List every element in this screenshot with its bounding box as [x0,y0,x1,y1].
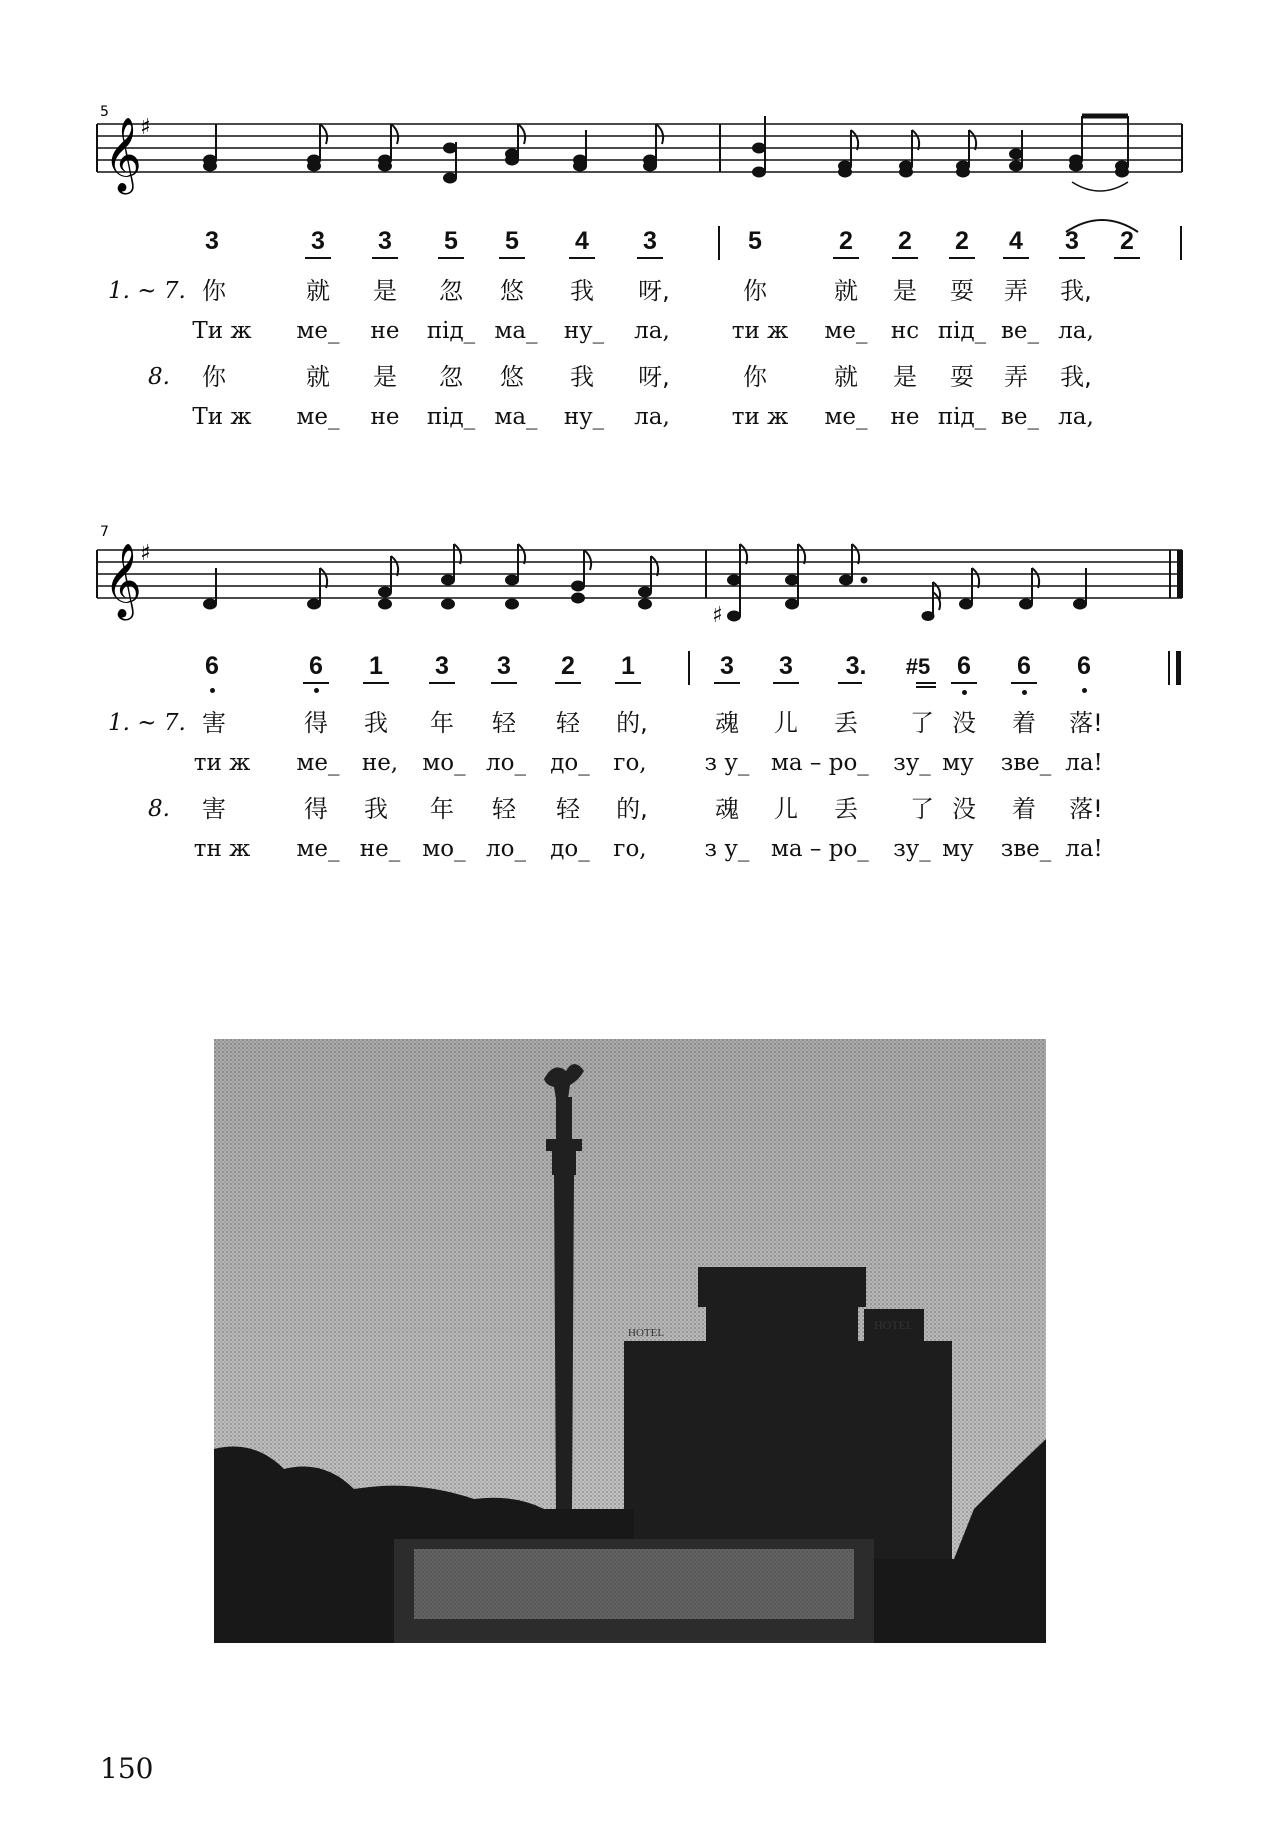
measure-number: 7 [100,524,109,540]
lyric-syllable: 轻 [556,709,580,737]
lyric-syllable: ла, [634,404,670,430]
lyric-syllable: ма – ро_ [771,836,869,862]
page-number: 150 [100,1752,154,1785]
treble-clef-icon: 𝄞 [104,544,142,618]
note [572,593,585,603]
note [639,587,652,597]
lyric-syllable: 耍 [950,277,974,305]
hotel-sign-right: HOTEL [874,1318,914,1332]
lyric-syllable: з у_ [704,750,750,776]
jianpu-note: 3 [771,651,801,681]
lyric-syllable: ма_ [494,404,538,430]
lyric-syllable: нс [890,318,920,344]
jianpu-note: 3 [489,651,519,681]
jianpu-note: 3 [635,226,665,256]
lyric-syllable: 弄 [1004,363,1028,391]
note [786,575,799,585]
lyric-syllable: 我 [364,709,388,737]
hotel-sign-left: HOTEL [628,1327,665,1339]
lyric-syllable: 我, [1060,277,1092,305]
lyric-syllable: 落! [1069,709,1103,737]
note [728,611,741,621]
lyric-syllable: 儿 [774,795,798,823]
lyric-syllable: 呀, [638,277,670,305]
lyric-syllable: ла! [1065,750,1103,776]
lyric-syllable: 着 [1012,709,1036,737]
lyric-syllable: зу_ [893,836,931,862]
verse-label: 1. ~ 7. [108,710,186,736]
lyric-syllable: під_ [426,318,476,344]
lyric-syllable: му [942,836,974,862]
lyric-syllable: 悠 [500,277,524,305]
note [204,599,217,609]
lyric-syllable: 我 [364,795,388,823]
lyric-syllable: 轻 [492,709,516,737]
note [379,587,392,597]
jianpu-note: 3 [303,226,333,256]
note [506,575,519,585]
note [639,599,652,609]
lyric-syllable: 没 [952,709,976,737]
key-signature-sharp-icon: ♯ [140,541,151,566]
lyric-syllable: 是 [893,363,917,391]
verse-label: 1. ~ 7. [108,278,186,304]
lyric-syllable: ло_ [486,750,526,776]
jianpu-note: 3 [712,651,742,681]
lyric-syllable: 丢 [834,795,858,823]
note [1020,599,1033,609]
lyric-syllable: під_ [937,404,987,430]
lyric-syllable: 害 [202,795,226,823]
lyric-syllable: 我 [570,363,594,391]
lyric-syllable: 着 [1012,795,1036,823]
jianpu-note: 5 [436,226,466,256]
lyric-syllable: ти ж [193,750,251,776]
note [506,599,519,609]
jianpu-note: 1 [361,651,391,681]
lyric-syllable: ме_ [824,404,868,430]
lyric-syllable: 耍 [950,363,974,391]
jianpu-note: 2 [553,651,583,681]
lyric-syllable: ти ж [731,404,789,430]
lyric-syllable: не [890,404,920,430]
lyric-syllable: 轻 [492,795,516,823]
lyric-syllable: 没 [952,795,976,823]
jianpu-note: 3 [427,651,457,681]
lyric-syllable: ла, [1058,404,1094,430]
jianpu-row-2 [0,651,1272,691]
lyric-syllable: тн ж [193,836,251,862]
lyric-syllable: го, [613,836,647,862]
lyric-syllable: 年 [430,709,454,737]
lyric-syllable: го, [613,750,647,776]
treble-clef-icon: 𝄞 [104,118,142,192]
lyric-syllable: мо_ [422,836,466,862]
jianpu-note: 2 [947,226,977,256]
lyric-syllable: ме_ [296,836,340,862]
sharp-accidental-icon: ♯ [712,603,723,628]
lyric-syllable: ла, [634,318,670,344]
lyric-syllable: не_ [359,836,401,862]
note [786,599,799,609]
lyric-syllable: 魂 [715,709,739,737]
lyric-syllable: зве_ [1000,750,1052,776]
jianpu-note: 2 [1112,226,1142,256]
jianpu-barline [688,651,690,685]
lyric-syllable: не [370,318,400,344]
lyric-syllable: 儿 [774,709,798,737]
lyric-syllable: ла! [1065,836,1103,862]
lyric-syllable: не [370,404,400,430]
lyric-syllable: 是 [373,363,397,391]
lyric-syllable: ме_ [296,750,340,776]
jianpu-note: 3. [836,651,876,681]
verse-label: 8. [148,796,170,822]
lyric-syllable: ло_ [486,836,526,862]
note [442,575,455,585]
lyric-syllable: ти ж [731,318,789,344]
lyric-syllable: ве_ [1000,404,1040,430]
key-signature-sharp-icon: ♯ [140,115,151,140]
lyric-syllable: ла, [1058,318,1094,344]
lyric-syllable: 是 [373,277,397,305]
lyric-syllable: 就 [834,277,858,305]
jianpu-note: 4 [1001,226,1031,256]
verse-label: 8. [148,364,170,390]
jianpu-note: 6 [301,651,331,681]
lyric-syllable: 就 [306,363,330,391]
note [1074,599,1087,609]
lyric-syllable: 了 [910,709,934,737]
lyric-syllable: 就 [834,363,858,391]
jianpu-note: 6 [197,651,227,681]
lyric-syllable: не, [361,750,399,776]
lyric-syllable: 你 [202,277,226,305]
lyric-syllable: 你 [202,363,226,391]
lyric-syllable: 弄 [1004,277,1028,305]
jianpu-final-barline-thin [1168,651,1170,685]
lyric-syllable: 我, [1060,363,1092,391]
lyric-syllable: мо_ [422,750,466,776]
jianpu-note: 5 [497,226,527,256]
lyric-row-verse-1-7-chinese [0,708,1272,742]
note [308,599,321,609]
lyric-syllable: 呀, [638,363,670,391]
lyric-syllable: ну_ [563,404,605,430]
lyric-syllable: під_ [937,318,987,344]
jianpu-note: 2 [831,226,861,256]
lyric-syllable: Ти ж [192,318,252,344]
lyric-syllable: 就 [306,277,330,305]
lyric-syllable: ма_ [494,318,538,344]
lyric-syllable: ме_ [824,318,868,344]
lyric-syllable: 丢 [834,709,858,737]
lyric-syllable: 忽 [439,363,463,391]
lyric-syllable: 的, [616,795,648,823]
photo-illustration [214,1039,1046,1643]
lyric-syllable: 得 [304,795,328,823]
lyric-syllable: ве_ [1000,318,1040,344]
lyric-syllable: 轻 [556,795,580,823]
jianpu-note: 3 [205,227,219,255]
note [442,599,455,609]
lyric-syllable: ну_ [563,318,605,344]
note [572,581,585,591]
jianpu-note: 3 [1057,226,1087,256]
lyric-syllable: під_ [426,404,476,430]
lyric-syllable: до_ [550,750,590,776]
lyric-syllable: 落! [1069,795,1103,823]
jianpu-note: 4 [567,226,597,256]
jianpu-note: 6 [949,651,979,681]
lyric-syllable: зве_ [1000,836,1052,862]
jianpu-note: 6 [1069,651,1099,681]
lyric-syllable: 魂 [715,795,739,823]
jianpu-final-barline-thick [1176,651,1181,685]
lyric-syllable: 年 [430,795,454,823]
lyric-row-verse-1-7-ukrainian [0,748,1272,782]
note [840,575,853,585]
lyric-syllable: 悠 [500,363,524,391]
jianpu-note: 3 [370,226,400,256]
lyric-syllable: зу_ [893,750,931,776]
lyric-row-verse-8-chinese [0,794,1272,828]
lyric-row-verse-8-ukrainian [0,834,1272,868]
lyric-syllable: 的, [616,709,648,737]
lyric-syllable: до_ [550,836,590,862]
lyric-syllable: 是 [893,277,917,305]
lyric-syllable: 你 [743,363,767,391]
jianpu-note: #5 [898,651,938,682]
lyric-syllable: му [942,750,974,776]
jianpu-note: 1 [613,651,643,681]
lyric-syllable: 忽 [439,277,463,305]
lyric-syllable: з у_ [704,836,750,862]
note [960,599,973,609]
note [379,599,392,609]
lyric-syllable: 我 [570,277,594,305]
measure-number: 5 [100,104,109,120]
lyric-syllable: ме_ [296,318,340,344]
staff-2 [0,0,1272,640]
jianpu-note: 5 [748,227,762,255]
lyric-syllable: ме_ [296,404,340,430]
lyric-syllable: Ти ж [192,404,252,430]
lyric-syllable: 得 [304,709,328,737]
note [728,575,741,585]
measure-7-notes [204,544,659,609]
lyric-syllable: 害 [202,709,226,737]
lyric-syllable: 你 [743,277,767,305]
lyric-syllable: ма – ро_ [771,750,869,776]
monument-photo [214,1039,1046,1643]
jianpu-note: 2 [890,226,920,256]
jianpu-note: 6 [1009,651,1039,681]
lyric-syllable: 了 [910,795,934,823]
